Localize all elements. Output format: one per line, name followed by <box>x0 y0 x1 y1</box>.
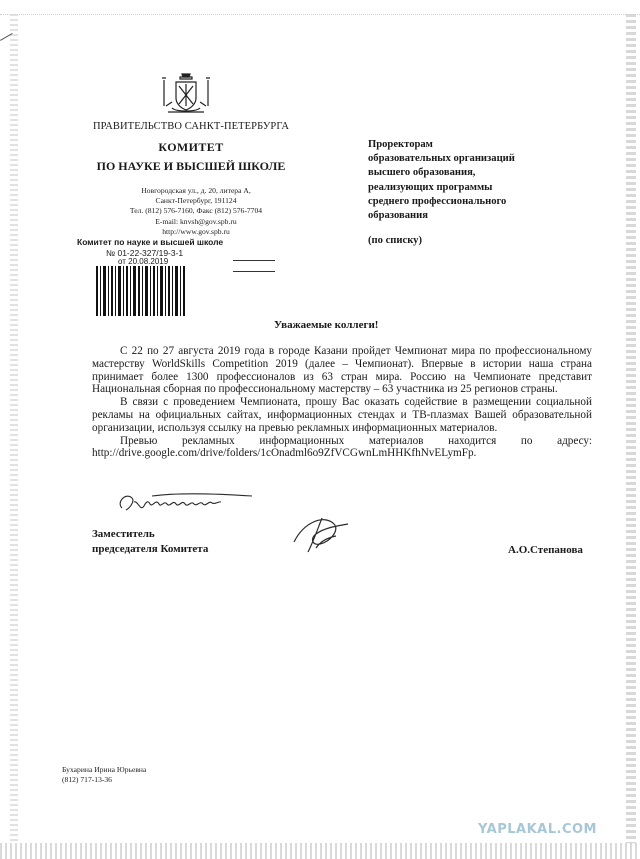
registration-stamp-org: Комитет по науке и высшей школе <box>77 237 224 247</box>
letter-body <box>92 345 592 460</box>
paragraph-championship: С 22 по 27 августа 2019 года в городе Казани пройдет Чемпионат мира по профессиональному мастерству WorldSkills Competition 2019 (далее – Чемпионат). Впервые в истории наша страна принимает более 1300 профессионалов из 63 стран мира. Россию на Чемпионате представит Национальная сборная по профессиональному мастерству – 63 участника из 25 регионов страны. <box>92 345 592 396</box>
position-line: председателя Комитета <box>92 543 209 555</box>
addressee-line: высшего образования, <box>368 167 476 179</box>
addressee-line: образовательных организаций <box>368 153 515 165</box>
contact-street: Новгородская ул., д. 20, литера А, <box>141 186 251 195</box>
government-title: ПРАВИТЕЛЬСТВО САНКТ-ПЕТЕРБУРГА <box>92 121 290 132</box>
scan-edge-top <box>0 0 640 15</box>
scan-edge-right <box>626 14 636 844</box>
contact-email: E-mail: knvsh@gov.spb.ru <box>155 216 237 226</box>
coat-of-arms-icon <box>160 70 212 118</box>
committee-contacts <box>96 186 296 237</box>
signer-name: А.О.Степанова <box>508 544 583 556</box>
preview-link: http://drive.google.com/drive/folders/1cOnadml6o9ZfVCGwnLmHHKfhNvELymFp. <box>92 447 477 460</box>
signature-icon <box>286 512 356 556</box>
contact-website: http://www.gov.spb.ru <box>162 226 230 236</box>
contact-phone-fax: Тел. (812) 576-7160, Факс (812) 576-7704 <box>129 206 263 216</box>
contact-city: Санкт-Петербург, 191124 <box>155 196 237 206</box>
registration-number: № 01-22-327/19-3-1 <box>106 248 184 258</box>
paragraph-preview: Превью рекламных информационных материалов находится по адресу: <box>120 434 592 447</box>
handwritten-signature-icon <box>112 488 262 518</box>
position-line: Заместитель <box>92 528 155 540</box>
barcode-icon <box>96 266 186 316</box>
addressee-line: Проректорам <box>368 139 433 150</box>
scan-edge-left <box>10 14 18 844</box>
executor-info <box>62 765 146 785</box>
greeting: Уважаемые коллеги! <box>274 319 379 331</box>
addressee-line: реализующих программы <box>368 181 493 193</box>
signatory-position <box>92 527 208 557</box>
executor-name: Бухарина Ирина Юрьевна <box>62 765 147 774</box>
scan-artifact <box>0 33 25 62</box>
addressee-block <box>368 138 578 223</box>
addressee-line: среднего профессионального <box>368 195 507 207</box>
site-watermark: YAPLAKAL.COM <box>478 822 597 837</box>
scan-edge-bottom <box>0 843 640 859</box>
committee-title: КОМИТЕТ <box>158 140 224 154</box>
executor-phone: (812) 717-13-36 <box>62 775 112 784</box>
reply-date-line <box>233 271 275 272</box>
reply-ref-line <box>233 260 275 261</box>
addressee-line: образования <box>368 210 428 222</box>
addressee-list-note: (по списку) <box>368 235 422 246</box>
committee-subtitle: ПО НАУКЕ И ВЫСШЕЙ ШКОЛЕ <box>96 159 286 173</box>
registration-date: от 20.08.2019 <box>118 257 169 266</box>
paragraph-request: В связи с проведением Чемпионата, прошу Вас оказать содействие в размещении социальной рекламы на официальных сайтах, информационных стендах и ТВ-плазмах Вашей образовательной организации, используя ссылку на превью рекламных информационных материалов. <box>92 396 592 434</box>
